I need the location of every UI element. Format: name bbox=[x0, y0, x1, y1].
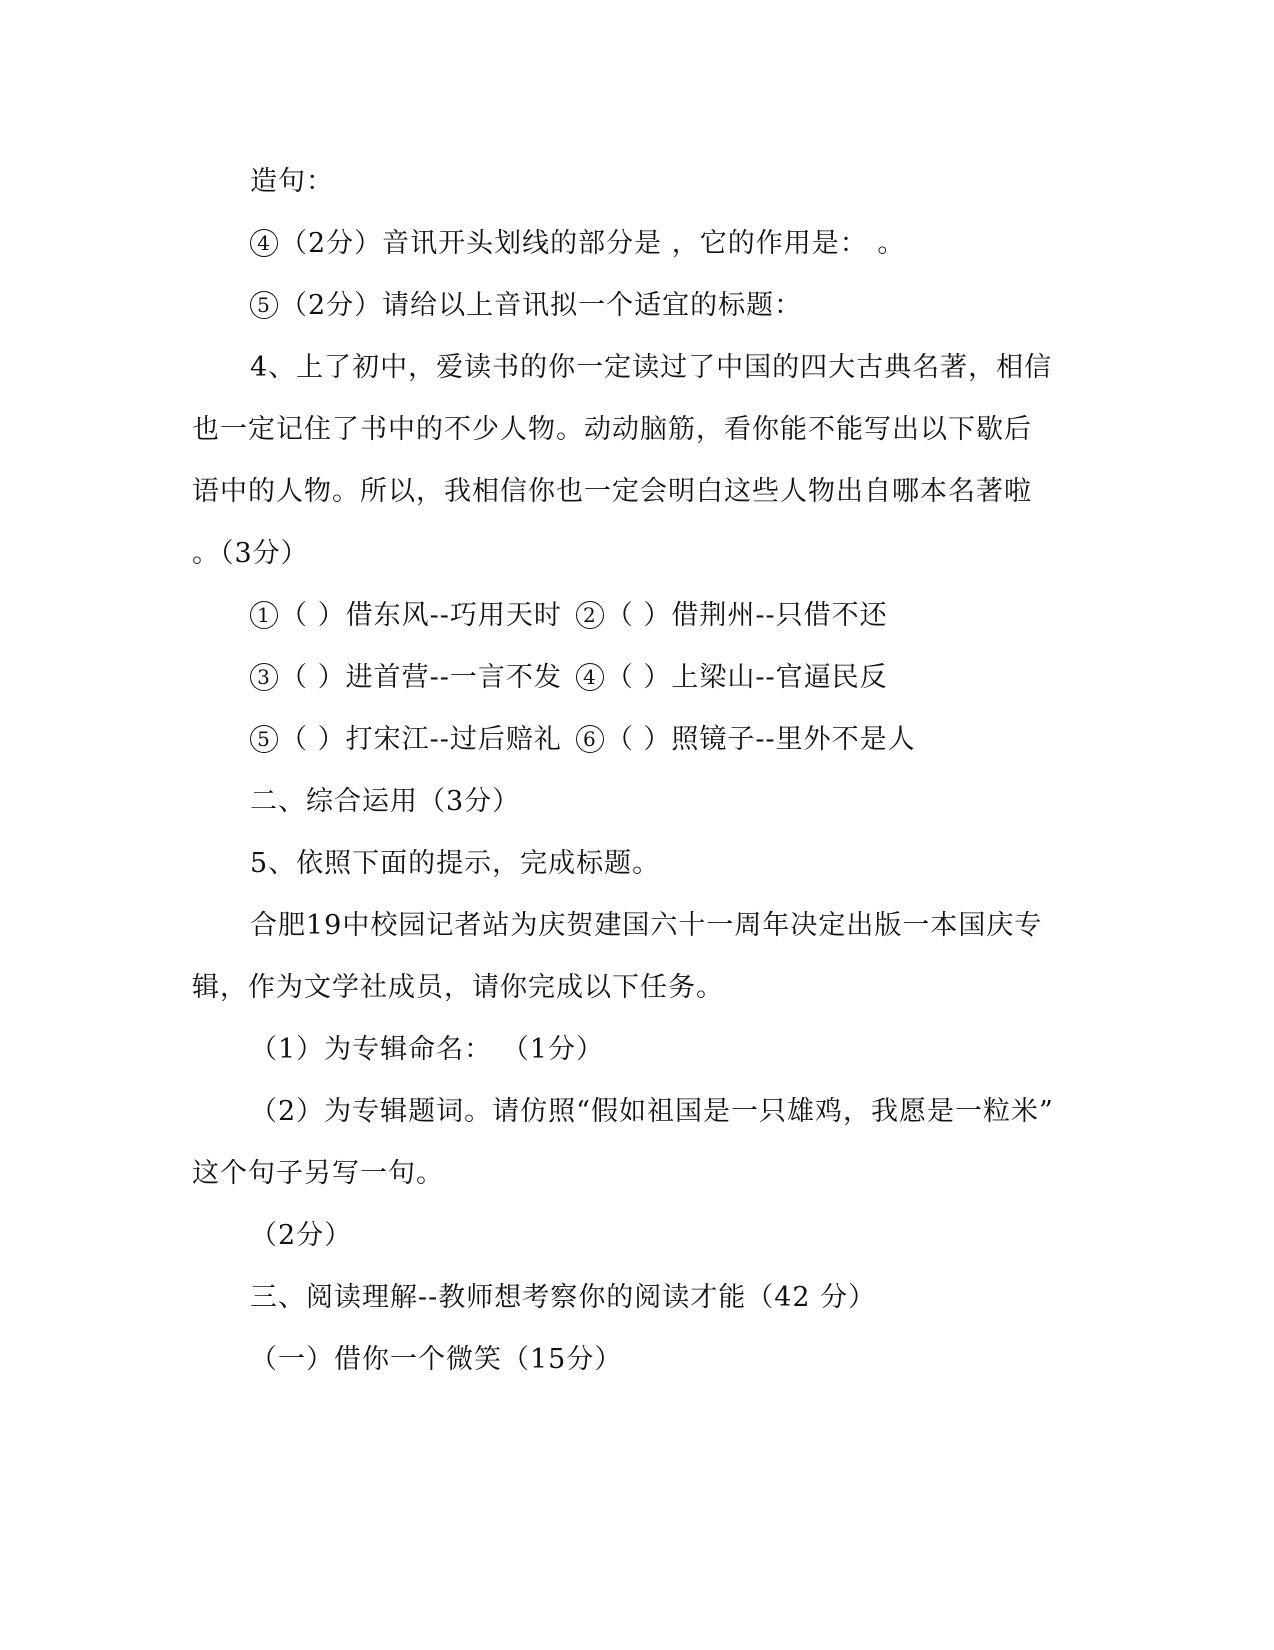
subsection-heading: （一）借你一个微笑（15分） bbox=[250, 1344, 623, 1375]
circled-number: 5 bbox=[250, 725, 278, 753]
circled-number: 4 bbox=[576, 663, 604, 691]
xiehouyu-row: 1 （ ）借东风--巧用天时 2 （ ）借荆州--只借不还 bbox=[250, 598, 888, 634]
task-item: （1）为专辑命名： （1分） bbox=[250, 1034, 604, 1065]
circled-number: 2 bbox=[576, 601, 604, 629]
paragraph-line: 合肥19中校园记者站为庆贺建国六十一周年决定出版一本国庆专 bbox=[250, 910, 1043, 941]
question-4-underline-purpose: 4 （2分）音讯开头划线的部分是 ，它的作用是： 。 bbox=[250, 226, 905, 262]
paragraph-line: 4、上了初中，爱读书的你一定读过了中国的四大古典名著，相信 bbox=[250, 352, 1053, 383]
circled-number: 6 bbox=[576, 725, 604, 753]
paragraph-line: 也一定记住了书中的不少人物。动动脑筋，看你能不能写出以下歇后 bbox=[192, 414, 1032, 445]
paragraph-line: 语中的人物。所以，我相信你也一定会明白这些人物出自哪本名著啦 bbox=[192, 476, 1032, 507]
paragraph-line: 。（3分） bbox=[192, 538, 309, 569]
circled-number: 3 bbox=[250, 663, 278, 691]
text-line-sentence-prompt: 造句： bbox=[250, 166, 334, 197]
circled-number: 5 bbox=[250, 291, 278, 319]
paragraph-line: 辑，作为文学社成员，请你完成以下任务。 bbox=[192, 972, 724, 1003]
paragraph-line: 这个句子另写一句。 bbox=[192, 1158, 444, 1189]
circled-number: 1 bbox=[250, 601, 278, 629]
xiehouyu-row: 5 （ ）打宋江--过后赔礼 6 （ ）照镜子--里外不是人 bbox=[250, 722, 916, 758]
section-heading: 三、阅读理解--教师想考察你的阅读才能（42 分） bbox=[250, 1282, 877, 1313]
question-heading: 5、依照下面的提示，完成标题。 bbox=[250, 848, 661, 879]
circled-number: 4 bbox=[250, 229, 278, 257]
section-heading: 二、综合运用（3分） bbox=[250, 786, 521, 817]
score-note: （2分） bbox=[250, 1220, 353, 1251]
xiehouyu-row: 3 （ ）进首营--一言不发 4 （ ）上梁山--官逼民反 bbox=[250, 660, 888, 696]
question-5-headline: 5 （2分）请给以上音讯拟一个适宜的标题： bbox=[250, 288, 802, 324]
task-item: （2）为专辑题词。请仿照“假如祖国是一只雄鸡，我愿是一粒米” bbox=[250, 1096, 1054, 1127]
